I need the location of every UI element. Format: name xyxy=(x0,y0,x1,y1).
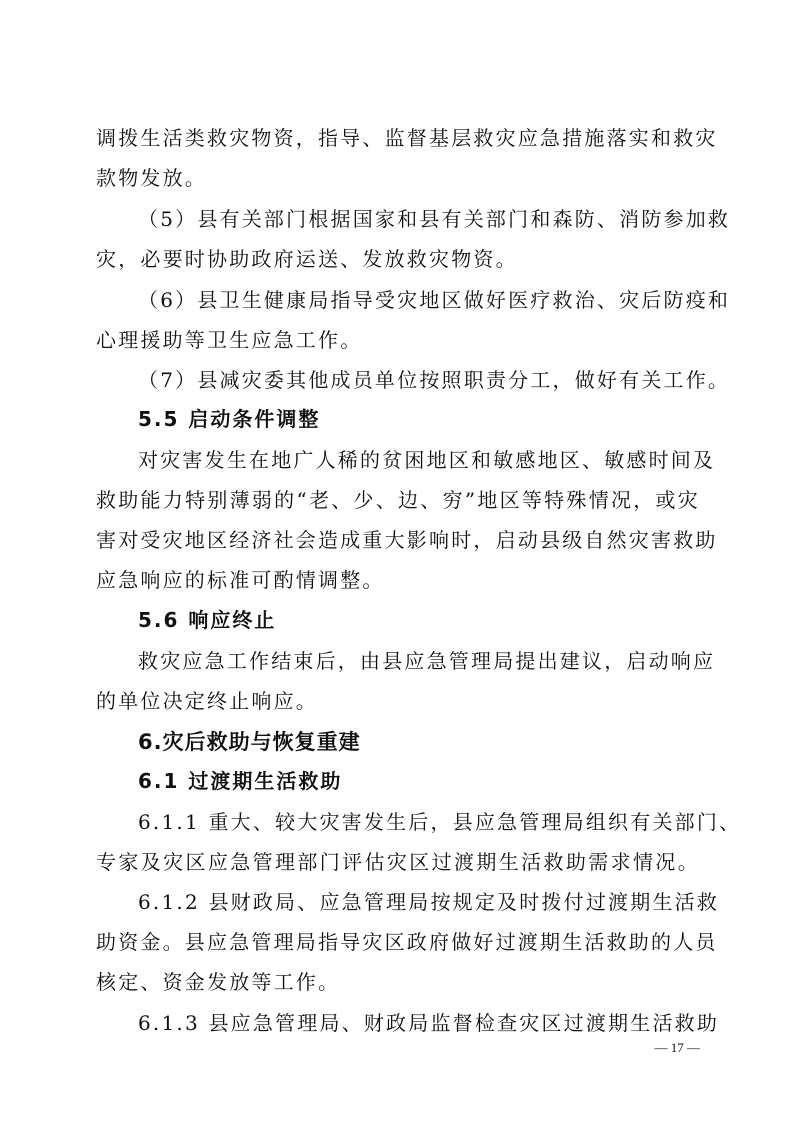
body-text-line: 助资金。县应急管理局指导灾区政府做好过渡期生活救助的人员 xyxy=(96,930,718,954)
chapter-heading-6: 6.灾后救助与恢复重建 xyxy=(138,730,361,754)
list-item-5-line: （5）县有关部门根据国家和县有关部门和森防、消防参加救 xyxy=(138,207,731,231)
body-text-line: 救助能力特别薄弱的“老、少、边、穷”地区等特殊情况，或灾 xyxy=(96,488,700,512)
list-item-6-line: （6）县卫生健康局指导受灾地区做好医疗救治、灾后防疫和 xyxy=(138,288,731,312)
body-text-line: 6.1.3 县应急管理局、财政局监督检查灾区过渡期生活救助 xyxy=(138,1011,720,1035)
body-text-line: 应急响应的标准可酌情调整。 xyxy=(96,568,385,592)
body-text-line: 对灾害发生在地广人稀的贫困地区和敏感地区、敏感时间及 xyxy=(138,448,716,472)
body-text-line: 救灾应急工作结束后，由县应急管理局提出建议，启动响应 xyxy=(138,649,716,673)
list-item-5-line: 灾，必要时协助政府运送、发放救灾物资。 xyxy=(96,247,518,271)
section-heading-6-1: 6.1 过渡期生活救助 xyxy=(138,769,343,793)
body-text-line: 核定、资金发放等工作。 xyxy=(96,970,341,994)
body-text-line: 专家及灾区应急管理部门评估灾区过渡期生活救助需求情况。 xyxy=(96,850,700,874)
body-text-line: 6.1.1 重大、较大灾害发生后，县应急管理局组织有关部门、 xyxy=(138,810,742,834)
list-item-6-line: 心理援助等卫生应急工作。 xyxy=(96,328,363,352)
body-text-line: 害对受灾地区经济社会造成重大影响时，启动县级自然灾害救助 xyxy=(96,528,718,552)
page-number: — 17 — xyxy=(654,1040,700,1055)
body-text-line: 6.1.2 县财政局、应急管理局按规定及时拨付过渡期生活救 xyxy=(138,890,720,914)
list-item-7-line: （7）县减灾委其他成员单位按照职责分工，做好有关工作。 xyxy=(138,368,731,392)
body-text-line: 调拨生活类救灾物资，指导、监督基层救灾应急措施落实和救灾 xyxy=(96,126,718,150)
section-heading-5-6: 5.6 响应终止 xyxy=(138,608,277,632)
body-text-line: 的单位决定终止响应。 xyxy=(96,689,318,713)
body-text-line: 款物发放。 xyxy=(96,166,207,190)
section-heading-5-5: 5.5 启动条件调整 xyxy=(138,407,321,431)
